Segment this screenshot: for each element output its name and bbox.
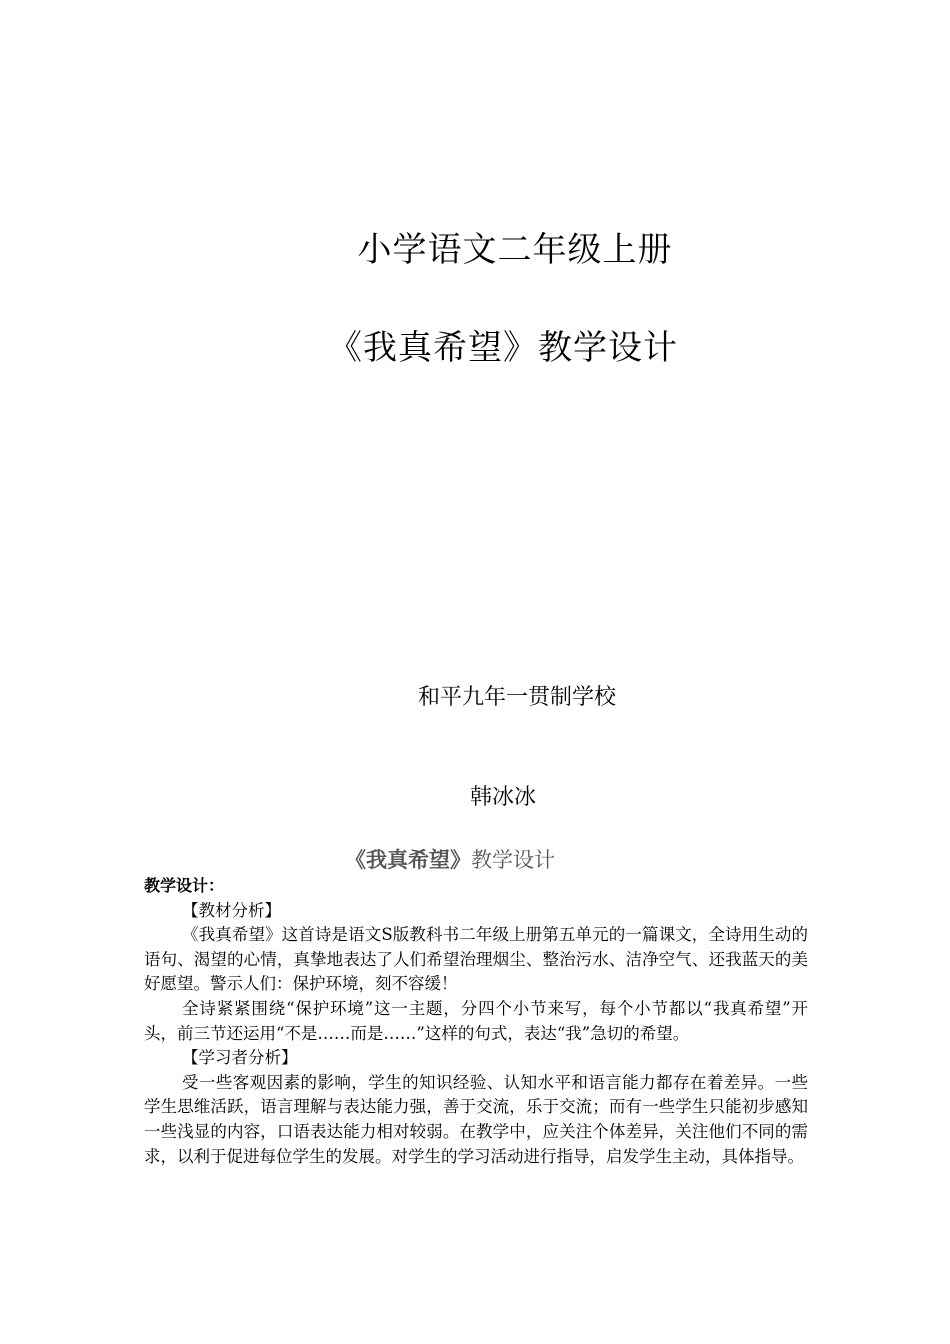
document-title-bold: 《我真希望》 — [345, 848, 471, 872]
document-title — [0, 846, 900, 874]
paragraph: 《我真希望》这首诗是语文S版教科书二年级上册第五单元的一篇课文，全诗用生动的语句、渴望的心情，真挚地表达了人们希望治理烟尘、整治污水、洁净空气、还我蓝天的美好愿望。警示人们：保护环境，刻不容缓！ — [144, 925, 808, 994]
author-name: 韩冰冰 — [469, 785, 536, 810]
document-title-rest: 教学设计 — [471, 848, 555, 872]
section-heading-material: 【教材分析】 — [182, 900, 281, 920]
cover-title-line-1: 小学语文二年级上册 — [357, 230, 673, 270]
cover-title-line-2: 《我真希望》教学设计 — [328, 328, 678, 368]
document-body — [144, 874, 808, 1169]
section-label: 教学设计： — [144, 876, 225, 895]
paragraph: 受一些客观因素的影响，学生的知识经验、认知水平和语言能力都存在着差异。一些学生思维活跃，语言理解与表达能力强，善于交流，乐于交流；而有一些学生只能初步感知一些浅显的内容，口语表达能力相对较弱。在教学中，应关注个体差异，关注他们不同的需求，以利于促进每位学生的发展。对学生的学习活动进行指导，启发学生主动，具体指导。 — [144, 1072, 808, 1166]
school-name: 和平九年一贯制学校 — [417, 685, 616, 710]
section-heading-learner: 【学习者分析】 — [182, 1048, 298, 1068]
paragraph: 全诗紧紧围绕“保护环境”这一主题，分四个小节来写，每个小节都以“我真希望”开头，前三节还运用“不是……而是……”这样的句式，表达“我”急切的希望。 — [144, 998, 808, 1043]
